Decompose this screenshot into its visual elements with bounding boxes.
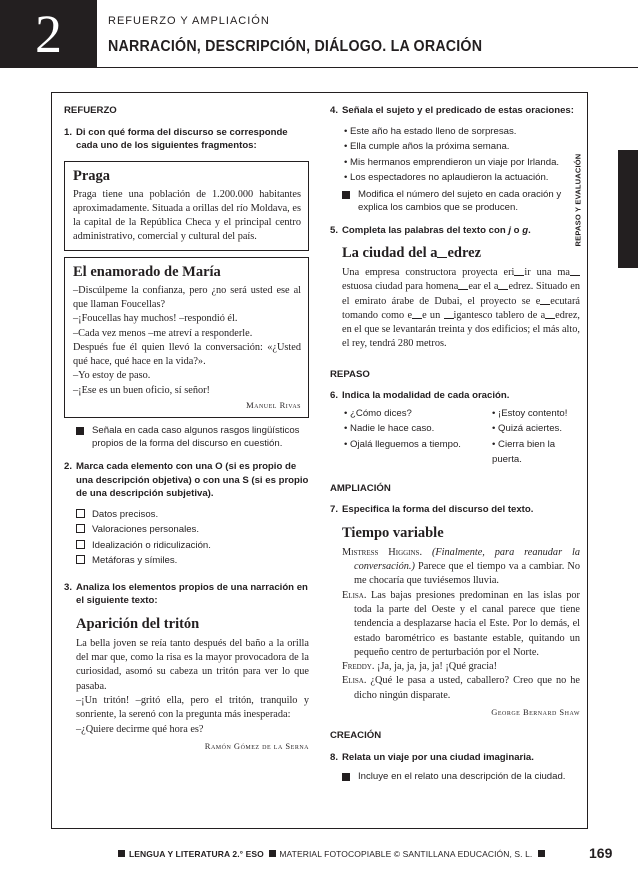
sentence-list bbox=[344, 124, 580, 186]
section-repaso: REPASO bbox=[330, 368, 370, 380]
list-item: • Los espectadores no aplaudieron la actuación. bbox=[344, 172, 549, 183]
question-number: 7. bbox=[330, 504, 339, 516]
checkbox-item[interactable] bbox=[76, 522, 309, 538]
checkbox-label: Metáforas y símiles. bbox=[92, 555, 178, 567]
question-number: 8. bbox=[330, 751, 339, 763]
dialogue-line: Elisa. Las bajas presiones predominan en las islas por toda la parte del Oeste y el canal parece que tiene tendencia a desplazarse hacia el Este. Por lo demás, el estado barométrico es bastante estable, quitando un pequeño centro de perturbación por el Norte. bbox=[342, 589, 580, 658]
dialogue-line: –¡Ese es un buen oficio, sí señor! bbox=[73, 384, 210, 396]
question-4 bbox=[330, 104, 580, 118]
question-number: 4. bbox=[330, 105, 339, 116]
section-ampliacion: AMPLIACIÓN bbox=[330, 482, 391, 494]
header-supertitle: REFUERZO Y AMPLIACIÓN bbox=[108, 15, 270, 27]
modality-grid bbox=[344, 406, 580, 468]
task-text: Incluye en el relato una descripción de la ciudad. bbox=[358, 771, 566, 783]
task-4 bbox=[342, 188, 580, 214]
checkbox-icon[interactable] bbox=[76, 524, 85, 533]
question-number: 6. bbox=[330, 390, 339, 402]
box-paragraph: Praga tiene una población de 1.200.000 habitantes aproximadamente. Situada a orillas del río Moldava, es la capital de la República Checa y el principal centro administrativo, comercial y cultural del país. bbox=[73, 188, 301, 243]
task-text: Modifica el número del sujeto en cada oración y explica los cambios que se producen. bbox=[358, 188, 562, 213]
blank-line[interactable] bbox=[570, 267, 580, 276]
checkbox-icon[interactable] bbox=[76, 509, 85, 518]
checkbox-icon[interactable] bbox=[76, 540, 85, 549]
checkbox-label: Datos precisos. bbox=[92, 508, 159, 520]
checkbox-item[interactable] bbox=[76, 553, 309, 569]
paragraph: –¿Quiere decirme qué hora es? bbox=[76, 723, 204, 735]
checkbox-item[interactable] bbox=[76, 538, 309, 554]
question-6 bbox=[330, 389, 580, 403]
text-tiempo bbox=[330, 523, 580, 720]
question-5 bbox=[330, 224, 580, 238]
square-bullet-icon bbox=[118, 850, 125, 857]
text-box-praga bbox=[64, 161, 309, 251]
checkbox-label: Idealización o ridiculización. bbox=[92, 539, 211, 551]
page-number: 169 bbox=[589, 845, 613, 861]
task-8 bbox=[342, 770, 580, 785]
question-text: Marca cada elemento con una O (si es propio de una descripción objetiva) o con una S (si es propio de una descripción subjetiva). bbox=[76, 461, 309, 500]
side-tab-label: REPASO Y EVALUACIÓN bbox=[573, 153, 583, 247]
question-2 bbox=[64, 460, 309, 501]
square-bullet-icon bbox=[538, 850, 545, 857]
text-ciudad bbox=[330, 243, 580, 352]
side-tab-marker bbox=[618, 150, 638, 268]
page-title: NARRACIÓN, DESCRIPCIÓN, DIÁLOGO. LA ORACIÓN bbox=[108, 38, 483, 55]
square-bullet-icon bbox=[76, 427, 84, 435]
text-title: La ciudad del a edrez bbox=[342, 245, 482, 261]
square-bullet-icon bbox=[269, 850, 276, 857]
dialogue-line: –Cada vez menos –me atreví a responderle. bbox=[73, 327, 253, 339]
text-box-maria bbox=[64, 257, 309, 419]
question-7 bbox=[330, 503, 580, 517]
section-creacion: CREACIÓN bbox=[330, 730, 382, 742]
blank-line[interactable] bbox=[437, 249, 447, 258]
blank-line[interactable] bbox=[458, 281, 468, 290]
author: Ramón Gómez de la Serna bbox=[204, 740, 309, 751]
question-number: 5. bbox=[330, 224, 339, 236]
blank-line[interactable] bbox=[444, 310, 454, 319]
list-item: • Nadie le hace caso. bbox=[344, 423, 435, 435]
task-1 bbox=[76, 424, 309, 450]
checkbox-label: Valoraciones personales. bbox=[92, 524, 200, 536]
question-text: Analiza los elementos propios de una narración en el siguiente texto: bbox=[76, 581, 308, 607]
question-number: 2. bbox=[64, 461, 73, 473]
question-text: Señala el sujeto y el predicado de estas oraciones: bbox=[342, 105, 574, 116]
unit-number: 2 bbox=[0, 0, 97, 68]
list-item: • Este año ha estado lleno de sorpresas. bbox=[344, 125, 517, 137]
header-rule bbox=[97, 67, 638, 68]
list-item: • ¿Cómo dices? bbox=[344, 407, 412, 419]
text-triton bbox=[64, 614, 309, 753]
list-item: • ¡Estoy contento! bbox=[492, 407, 568, 419]
blank-line[interactable] bbox=[412, 310, 422, 319]
dialogue-line: –¡Foucellas hay muchos! –respondió él. bbox=[73, 313, 238, 325]
box-title: El enamorado de María bbox=[73, 263, 221, 280]
dialogue-line: Freddy. ¡Ja, ja, ja, ja, ja! ¡Qué gracia! bbox=[342, 661, 498, 673]
list-item: • Ojalá lleguemos a tiempo. bbox=[344, 438, 461, 450]
footer-book: LENGUA Y LITERATURA 2.° ESO bbox=[129, 849, 264, 859]
box-title: Praga bbox=[73, 167, 111, 184]
question-text: Indica la modalidad de cada oración. bbox=[342, 390, 510, 402]
paragraph: –¡Un tritón! –gritó ella, pero el tritón, tranquilo y sonriente, la serenó con la pregunta más inesperada: bbox=[76, 695, 309, 721]
paragraph: La bella joven se reía tanto después del baño a la orilla del mar que, como la risa es la mayor provocadora de la curiosidad, asomó su cabeza un tritón para ver lo que pasaba. bbox=[76, 637, 309, 692]
question-1 bbox=[64, 126, 309, 153]
question-number: 1. bbox=[64, 126, 73, 138]
dialogue-line: –Yo estoy de paso. bbox=[73, 370, 151, 382]
question-number: 3. bbox=[64, 581, 73, 593]
footer bbox=[118, 849, 552, 859]
list-item: • Cierra bien la puerta. bbox=[492, 438, 556, 466]
question-text: Completa las palabras del texto con j o g. bbox=[342, 224, 531, 236]
task-text: Señala en cada caso algunos rasgos lingüísticos propios de la forma del discurso en cuestión. bbox=[92, 425, 300, 450]
blank-line[interactable] bbox=[514, 267, 524, 276]
question-text: Relata un viaje por una ciudad imaginaria. bbox=[342, 751, 534, 763]
checkbox-item[interactable] bbox=[76, 507, 309, 523]
text-title: Aparición del tritón bbox=[76, 615, 200, 632]
right-column bbox=[330, 104, 580, 789]
question-text: Especifica la forma del discurso del texto. bbox=[342, 504, 534, 516]
question-3 bbox=[64, 581, 309, 608]
blank-line[interactable] bbox=[545, 310, 555, 319]
question-text: Di con qué forma del discurso se corresponde cada uno de los siguientes fragmentos: bbox=[76, 126, 288, 151]
dialogue-line: –Discúlpeme la confianza, pero ¿no será usted ese al que llaman Foucellas? bbox=[73, 284, 301, 310]
dialogue-line: Mistress Higgins. (Finalmente, para reanudar la conversación.) Parece que el tiempo va a cambiar. No me chocaría que tuviésemos lluvia. bbox=[342, 546, 580, 587]
blank-line[interactable] bbox=[498, 281, 508, 290]
text-title: Tiempo variable bbox=[342, 524, 444, 541]
checkbox-icon[interactable] bbox=[76, 555, 85, 564]
footer-copyright: MATERIAL FOTOCOPIABLE © SANTILLANA EDUCACIÓN, S. L. bbox=[279, 849, 533, 859]
square-bullet-icon bbox=[342, 773, 350, 781]
author: George Bernard Shaw bbox=[491, 707, 580, 718]
left-column bbox=[64, 104, 309, 753]
list-item: • Ella cumple años la próxima semana. bbox=[344, 141, 510, 152]
question-8 bbox=[330, 751, 580, 765]
blank-line[interactable] bbox=[540, 296, 550, 305]
list-item: • Mis hermanos emprendieron un viaje por Irlanda. bbox=[344, 156, 560, 168]
author: Manuel Rivas bbox=[246, 400, 301, 411]
checkbox-list bbox=[76, 507, 309, 569]
list-item: • Quizá aciertes. bbox=[492, 423, 563, 435]
square-bullet-icon bbox=[342, 191, 350, 199]
dialogue-line: Después fue él quien llevó la conversación: «¿Usted qué hace, qué hace en la vida?». bbox=[73, 341, 301, 368]
section-refuerzo: REFUERZO bbox=[64, 105, 117, 116]
dialogue-line: Elisa. ¿Qué le pasa a usted, caballero? Creo que no he dicho ningún disparate. bbox=[342, 675, 580, 701]
paragraph: Una empresa constructora proyecta eri ir una maestuosa ciudad para homena ear el a edrez. Situado en el emirato árabe de Dubai, el proyecto se e ecutará tomando como e e un igantesco tablero de a edrez, en el que se levantarán treinta y dos edificios; el más alto, el rey, tendrá 280 metros. bbox=[342, 267, 581, 350]
